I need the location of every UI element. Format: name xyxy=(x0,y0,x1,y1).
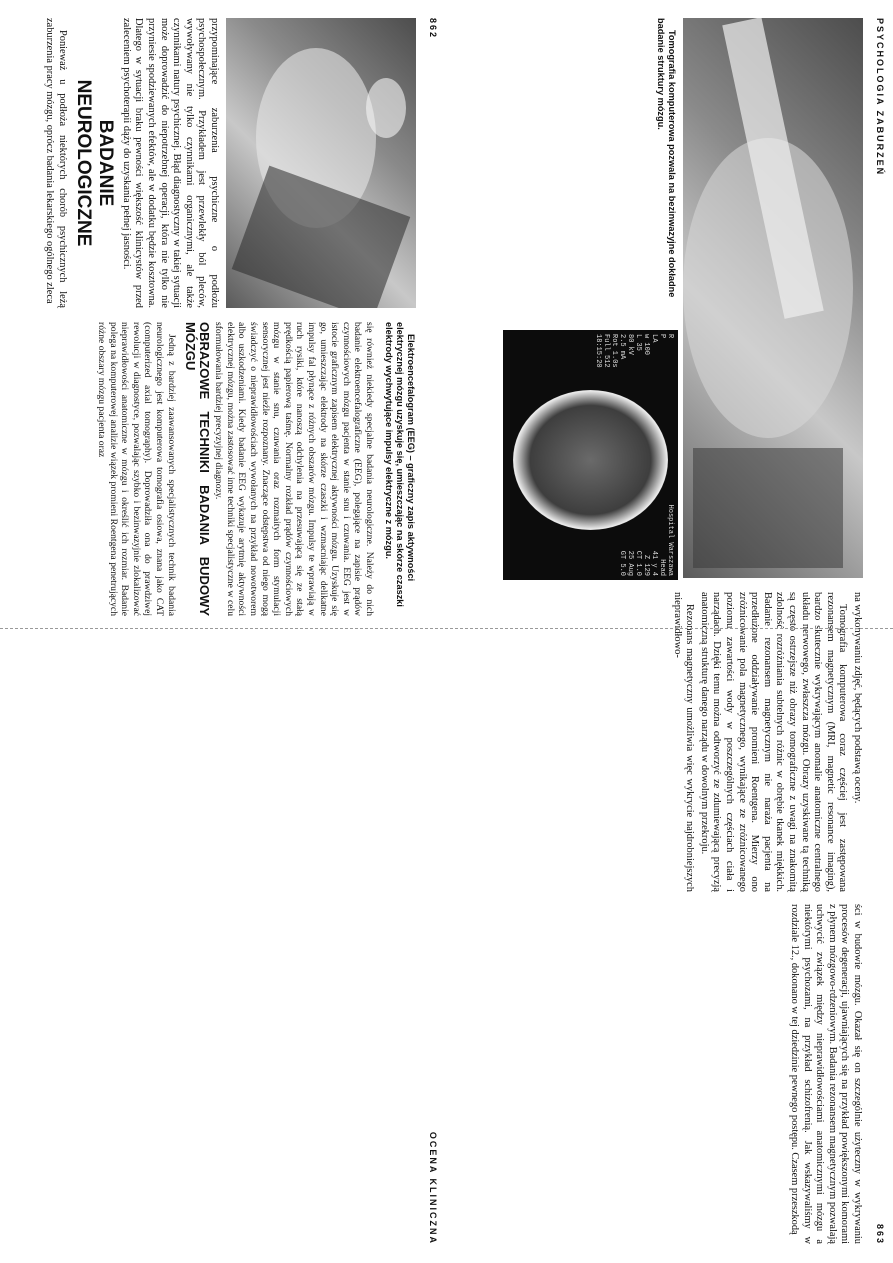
column-1 xyxy=(117,18,220,308)
column-2 xyxy=(785,904,863,1244)
ct-scan-image xyxy=(503,330,678,580)
running-head xyxy=(424,18,438,1245)
column-1b xyxy=(668,592,863,892)
page-number: 863 xyxy=(875,1223,885,1245)
paragraph: Tomografia komputerowa coraz częściej jest zastępowana rezonansem magnetycznym (MRI, magnetic resonance imaging), bardzo skutecznie wykrywającym anomalie anatomiczne centralnego układu nerwowego, zwłaszcza mózgu. Obrazy uzyskiwane tą techniką są często ostrzejsze niż obrazy tomograficzne z uwagi na znakomitą zdolność rozróżniania subtelnych różnic w obrębie tkanek miękkich. Badanie rezonansem magnetycznym nie naraża pacjenta na przedłużone oddziaływanie promieni Roentgena. Mierzy ono zróżnicowanie pola magnetycznego, wynikające ze zróżnicowanego poziomu zawartości wody w poszczególnych częściach ciała i narządach. Dzięki temu można odtworzyć ze zdumiewającą precyzją anatomiczną strukturę danego narządu w dowolnym przekroju. xyxy=(698,592,849,892)
page-divider xyxy=(0,628,893,629)
paragraph: na wykonywaniu zdjęć, będących podstawą oceny. xyxy=(852,592,863,804)
paragraph: się również niekiedy specjalne badania neurologiczne. Należy do nich badanie elektroencefalograficzne (EEG), polegające na zapisie prądów czynnościowych mózgu pacjenta w stanie snu i czuwania. EEG jest w istocie graficznym zapisem elektrycznej aktywności mózgu. Uzyskuje się go, umieszczając elektrody na skórze czaszki i wzmacniając delikatne impulsy fal płynące z różnych obszarów mózgu. Impulsy te wprawiają w ruch rysiki, które nanoszą odchylenia na przesuwającą się ze stałą prędkością papierową taśmę. Normalny rozkład prądów czynnościowych mózgu w stanie snu, czuwania oraz rozmaitych form stymulacji sensorycznej jest nieźle rozpoznany. Znaczące odstępstwa od niego mogą świadczyć o nieprawidłowościach wywołanych na przykład nowotworem albo uszkodzeniami. Kiedy badanie EEG wykazuje arytmię aktywności elektrycznej mózgu, można zastosować inne techniki specjalistyczne w celu sformułowania bardziej precyzyjnej diagnozy. xyxy=(213,322,375,616)
photo-caption: Elektroencefalogram (EEG) – graficzny zapis aktywności elektrycznej mózgu uzyskuje się, umieszczając na skórze czaszki elektrody wychwytujące impulsy elektryczne z mózgu. xyxy=(384,322,416,607)
running-head-title: PSYCHOLOGIA ZABURZEŃ xyxy=(875,18,885,177)
eeg-photo xyxy=(226,18,416,308)
running-head-title: OCENA KLINICZNA xyxy=(428,1131,438,1245)
paragraph: przypominające zaburzenia psychiczne o podłożu psychospołecznym. Przykładem jest przewlekły ból pleców, wywoływany nie tylko czynnikami organicznymi, ale także czynnikami natury psychicznej. Błąd diagnostyczny w takiej sytuacji może doprowadzić do niepotrzebnej operacji, która nie tylko nie przyniesie spodziewanych efektów, ale w dodatku będzie kosztowna. Dlatego w sytuacji braku pewności większość klinicystów przed zaleceniem psychoterapii dąży do uzyskania pełnej jasności. xyxy=(120,18,220,308)
page-863 xyxy=(447,0,893,1263)
column-1 xyxy=(651,18,677,318)
scan-overlay-right: Hospital Warszawa Head 41 y 4 Z 129 CT 1.0 25 Aug GT 5.0 xyxy=(618,504,674,576)
section-heading: BADANIE NEUROLOGICZNE xyxy=(73,79,116,247)
page-862 xyxy=(0,0,446,1263)
column-1b xyxy=(41,18,116,308)
running-head xyxy=(871,18,885,1245)
scan-overlay-left: R P LA w 100 L 35 80 kV 2.5 mA Rot 1.0s Full 512 18:15:20 xyxy=(594,334,674,368)
paragraph: ści w budowie mózgu. Okazał się on szczególnie użyteczny w wykrywaniu procesów degeneracji, ujawniających się na przykład powiększonymi komorami z płynem mózgowo-rdzeniowym. Badania rezonansem magnetycznym pozwalają uchwycić związek między nieprawidłowościami anatomicznymi mózgu a niektórymi psychozami, na przykład schizofrenią. Jak wskazywaliśmy w rozdziale 12., dokonano w tej dziedzinie pewnego postępu. Czasem przeszkodą xyxy=(789,904,863,1244)
page-number: 862 xyxy=(428,18,438,40)
paragraph: Ponieważ u podłoża niektórych chorób psychicznych leżą zaburzenia pracy mózgu, oprócz badania lekarskiego ogólnego zleca xyxy=(44,18,68,308)
subheading: OBRAZOWE TECHNIKI BADANIA BUDOWY MÓZGU xyxy=(182,322,212,616)
ct-scanner-photo xyxy=(683,18,863,578)
paragraph: Rezonans magnetyczny umożliwia więc wykrycie najdrobniejszych nieprawidłowo- xyxy=(671,592,696,892)
photo-caption: Tomografia komputerowa pozwala na bezinwazyjne dokładne badanie struktury mózgu. xyxy=(656,18,677,298)
paragraph: Jedną z bardziej zaawansowanych specjalistycznych technik badania neurologicznego jest komputerowa tomografia osiowa, znana jako CAT (computerized axial tomography). Doprowadziła ona do prawdziwej rewolucji w diagnostyce, pozwalając szybko i bezinwazyjnie zlokalizować nieprawidłowości anatomiczne w mózgu i określić ich rozmiar. Badanie polega na komputerowej analizie wiązek promieni Roentgena penetrujących różne obszary mózgu pacjenta oraz xyxy=(96,322,177,616)
column-2 xyxy=(94,322,416,616)
